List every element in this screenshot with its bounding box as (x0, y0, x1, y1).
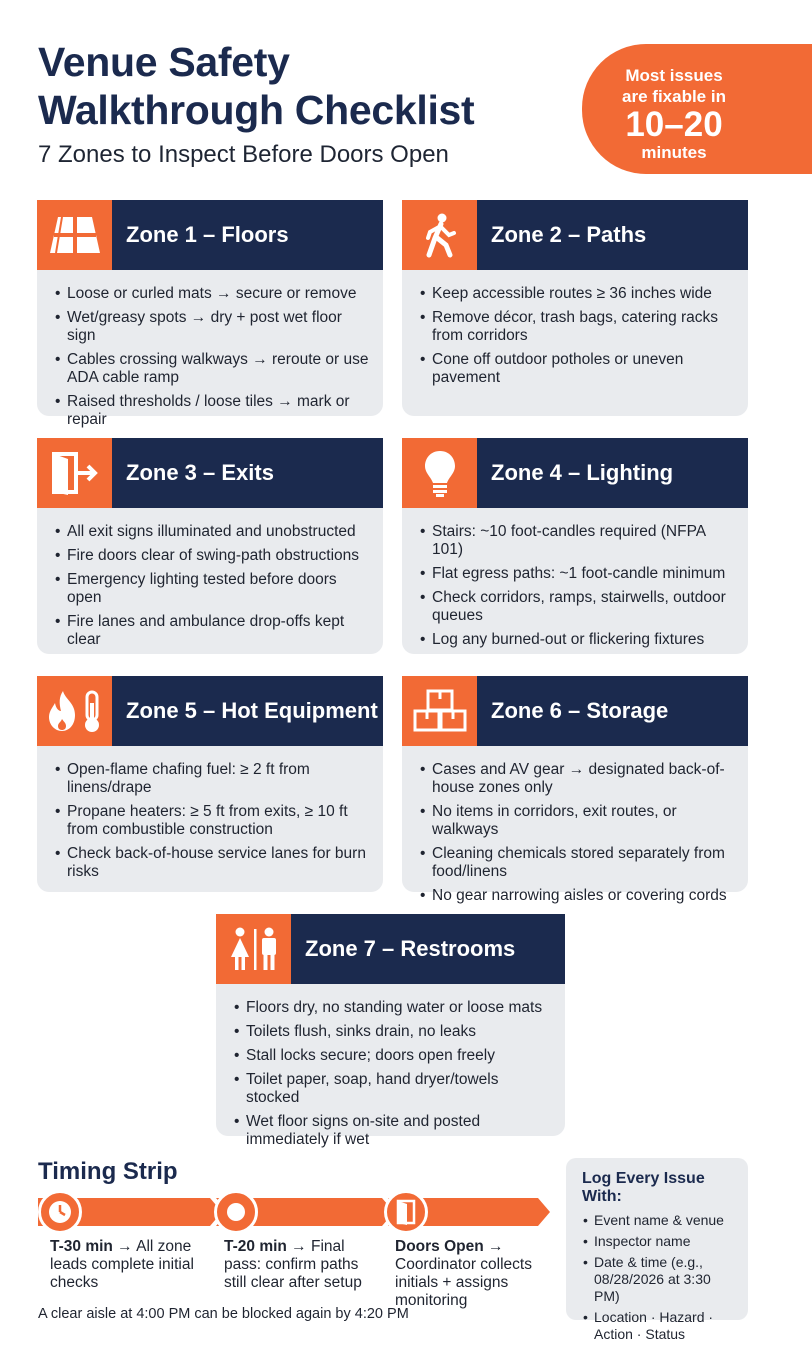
zone-title: Zone 1 – Floors (126, 222, 289, 247)
checklist-item: • Cone off outdoor potholes or uneven pavement (432, 351, 736, 387)
floor-tiles-icon (37, 200, 112, 270)
zone-checklist (402, 746, 748, 905)
checklist-item: • Floors dry, no standing water or loose mats (246, 999, 553, 1017)
log-item: • Location · Hazard · Action · Status (594, 1309, 738, 1343)
step-label: T-20 min → (224, 1238, 307, 1255)
title-line-1: Venue Safety (38, 39, 290, 85)
timing-step-t30 (50, 1238, 200, 1292)
zone-title: Zone 2 – Paths (491, 222, 647, 247)
checklist-item: • Toilet paper, soap, hand dryer/towels stocked (246, 1071, 553, 1107)
restroom-icon (216, 914, 291, 984)
checklist-item: • Propane heaters: ≥ 5 ft from exits, ≥ 10 ft from combustible construction (67, 803, 371, 839)
timing-step-doors-open (395, 1238, 550, 1310)
step-label: T-30 min → (50, 1238, 133, 1255)
checklist-item: • Cables crossing walkways → reroute or use ADA cable ramp (67, 351, 371, 387)
zone-title: Zone 5 – Hot Equipment (126, 698, 378, 723)
checklist-item: • Fire lanes and ambulance drop-offs kept clear (67, 613, 371, 649)
fix-time-badge (582, 44, 812, 174)
badge-number: 10–20 (625, 105, 723, 144)
log-item: • Event name & venue (594, 1212, 738, 1229)
zone-checklist (402, 270, 748, 387)
flame-thermometer-icon (37, 676, 112, 746)
zone-title: Zone 4 – Lighting (491, 460, 674, 485)
log-box (566, 1158, 748, 1342)
checklist-item: • Fire doors clear of swing-path obstructions (67, 547, 371, 565)
timing-step-t20 (224, 1238, 374, 1292)
step-text: All zone leads complete initial checks (50, 1238, 194, 1291)
checklist-item: • No gear narrowing aisles or covering cords (432, 887, 736, 905)
door-icon (384, 1190, 428, 1234)
checklist-item: • Wet/greasy spots → dry + post wet floor sign (67, 309, 371, 345)
checklist-item: • Wet floor signs on-site and posted immediately if wet (246, 1113, 553, 1149)
checklist-item: • Check corridors, ramps, stairwells, outdoor queues (432, 589, 736, 625)
checklist-item: • No items in corridors, exit routes, or walkways (432, 803, 736, 839)
zone-card-storage (402, 676, 748, 904)
timing-strip-arrows (38, 1192, 550, 1232)
timing-footnote: A clear aisle at 4:00 PM can be blocked again by 4:20 PM (38, 1306, 409, 1322)
log-list (582, 1212, 738, 1343)
badge-line-2: are fixable in (622, 87, 726, 106)
dot-icon (214, 1190, 258, 1234)
zone-card-floors (37, 200, 383, 428)
log-item: • Date & time (e.g., 08/28/2026 at 3:30 PM) (594, 1254, 738, 1305)
zone-card-header (37, 676, 383, 746)
page-subtitle: 7 Zones to Inspect Before Doors Open (38, 141, 449, 168)
zone-card-header (402, 676, 748, 746)
clock-icon (38, 1190, 82, 1234)
walking-person-icon (402, 200, 477, 270)
zone-title: Zone 7 – Restrooms (305, 936, 516, 961)
badge-line-1: Most issues (625, 66, 723, 85)
zone-card-header (402, 438, 748, 508)
checklist-item: • Open-flame chafing fuel: ≥ 2 ft from linens/drape (67, 761, 371, 797)
zone-title: Zone 6 – Storage (491, 698, 669, 723)
step-text: Coordinator collects initials + assigns monitoring (395, 1256, 532, 1309)
zone-checklist (37, 270, 383, 429)
zone-checklist (402, 508, 748, 649)
checklist-item: • Emergency lighting tested before doors open (67, 571, 371, 607)
log-title: Log Every Issue With: (582, 1170, 705, 1205)
zone-checklist (37, 746, 383, 881)
zone-card-header (37, 438, 383, 508)
zone-card-exits (37, 438, 383, 654)
checklist-item: • Toilets flush, sinks drain, no leaks (246, 1023, 553, 1041)
zone-card-header (402, 200, 748, 270)
stacked-boxes-icon (402, 676, 477, 746)
timing-strip-title: Timing Strip (38, 1158, 178, 1185)
zone-card-hot-equipment (37, 676, 383, 892)
checklist-item: • Stall locks secure; doors open freely (246, 1047, 553, 1065)
zone-card-lighting (402, 438, 748, 654)
header (38, 38, 558, 169)
checklist-item: • Stairs: ~10 foot-candles required (NFPA 101) (432, 523, 736, 559)
zone-card-header (216, 914, 565, 984)
zone-card-paths (402, 200, 748, 416)
zone-checklist (216, 984, 565, 1149)
checklist-item: • Flat egress paths: ~1 foot-candle minimum (432, 565, 736, 583)
page-title (38, 38, 558, 134)
checklist-item: • Keep accessible routes ≥ 36 inches wide (432, 285, 736, 303)
log-item: • Inspector name (594, 1233, 738, 1250)
checklist-item: • Loose or curled mats → secure or remove (67, 285, 371, 303)
checklist-item: • All exit signs illuminated and unobstructed (67, 523, 371, 541)
badge-line-4: minutes (641, 143, 707, 162)
step-label: Doors Open → (395, 1238, 504, 1255)
checklist-item: • Raised thresholds / loose tiles → mark or repair (67, 393, 371, 429)
checklist-item: • Log any burned-out or flickering fixtures (432, 631, 736, 649)
exit-door-icon (37, 438, 112, 508)
zone-checklist (37, 508, 383, 649)
checklist-item: • Check back-of-house service lanes for burn risks (67, 845, 371, 881)
zone-card-header (37, 200, 383, 270)
title-line-2: Walkthrough Checklist (38, 87, 475, 133)
zone-card-restrooms (216, 914, 565, 1148)
checklist-item: • Cleaning chemicals stored separately from food/linens (432, 845, 736, 881)
checklist-item: • Remove décor, trash bags, catering racks from corridors (432, 309, 736, 345)
light-bulb-icon (402, 438, 477, 508)
step-text: Final pass: confirm paths still clear after setup (224, 1238, 362, 1291)
checklist-item: • Cases and AV gear → designated back-of-house zones only (432, 761, 736, 797)
zone-title: Zone 3 – Exits (126, 460, 274, 485)
